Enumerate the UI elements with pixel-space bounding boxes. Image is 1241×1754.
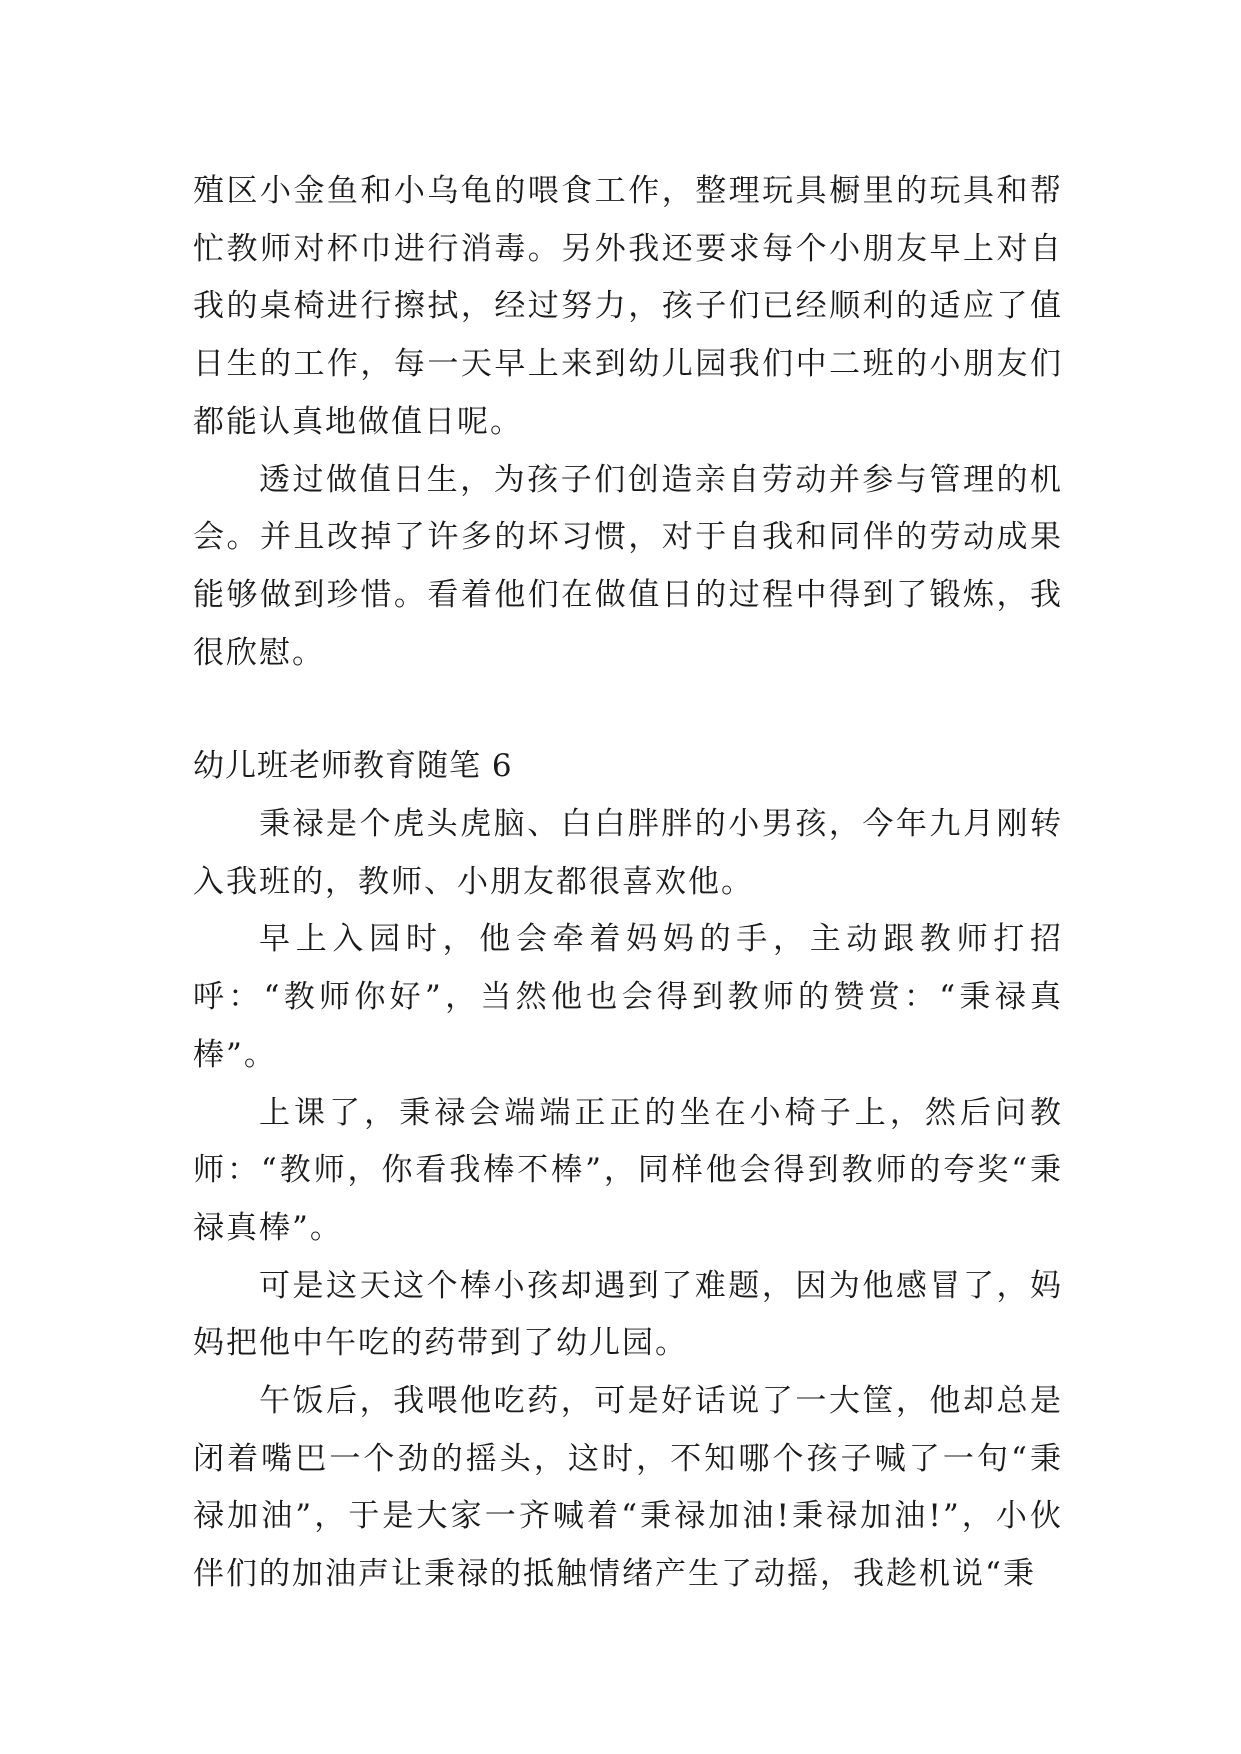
paragraph: 秉禄是个虎头虎脑、白白胖胖的小男孩，今年九月刚转入我班的，教师、小朋友都很喜欢他。 [193, 806, 1063, 900]
paragraph: 透过做值日生，为孩子们创造亲自劳动并参与管理的机会。并且改掉了许多的坏习惯，对于自我和同伴的劳动成果能够做到珍惜。看着他们在做值日的过程中得到了锻炼，我很欣慰。 [193, 461, 1063, 671]
section-title: 幼儿班老师教育随笔 6 [193, 748, 513, 785]
paragraph: 可是这天这个棒小孩却遇到了难题，因为他感冒了，妈妈把他中午吃的药带到了幼儿园。 [193, 1267, 1063, 1362]
paragraph: 午饭后，我喂他吃药，可是好话说了一大筐，他却总是闭着嘴巴一个劲的摇头，这时，不知哪个孩子喊了一句“秉禄加油”，于是大家一齐喊着“秉禄加油!秉禄加油!”，小伙伴们的加油声让秉禄的抵触情绪产生了动摇，我趁机说“秉 [193, 1383, 1063, 1593]
paragraph: 上课了，秉禄会端端正正的坐在小椅子上，然后问教师：“教师，你看我棒不棒”，同样他会得到教师的夸奖“秉禄真棒”。 [193, 1094, 1063, 1246]
paragraph: 早上入园时，他会牵着妈妈的手，主动跟教师打招呼：“教师你好”，当然他也会得到教师的赞赏：“秉禄真棒”。 [193, 921, 1063, 1073]
paragraph-continued: 殖区小金鱼和小乌龟的喂食工作，整理玩具橱里的玩具和帮忙教师对杯巾进行消毒。另外我还要求每个小朋友早上对自我的桌椅进行擦拭，经过努力，孩子们已经顺利的适应了值日生的工作，每一天早上来到幼儿园我们中二班的小朋友们都能认真地做值日呢。 [193, 173, 1063, 440]
section-gap [193, 682, 1063, 738]
document-body [193, 163, 1063, 1604]
